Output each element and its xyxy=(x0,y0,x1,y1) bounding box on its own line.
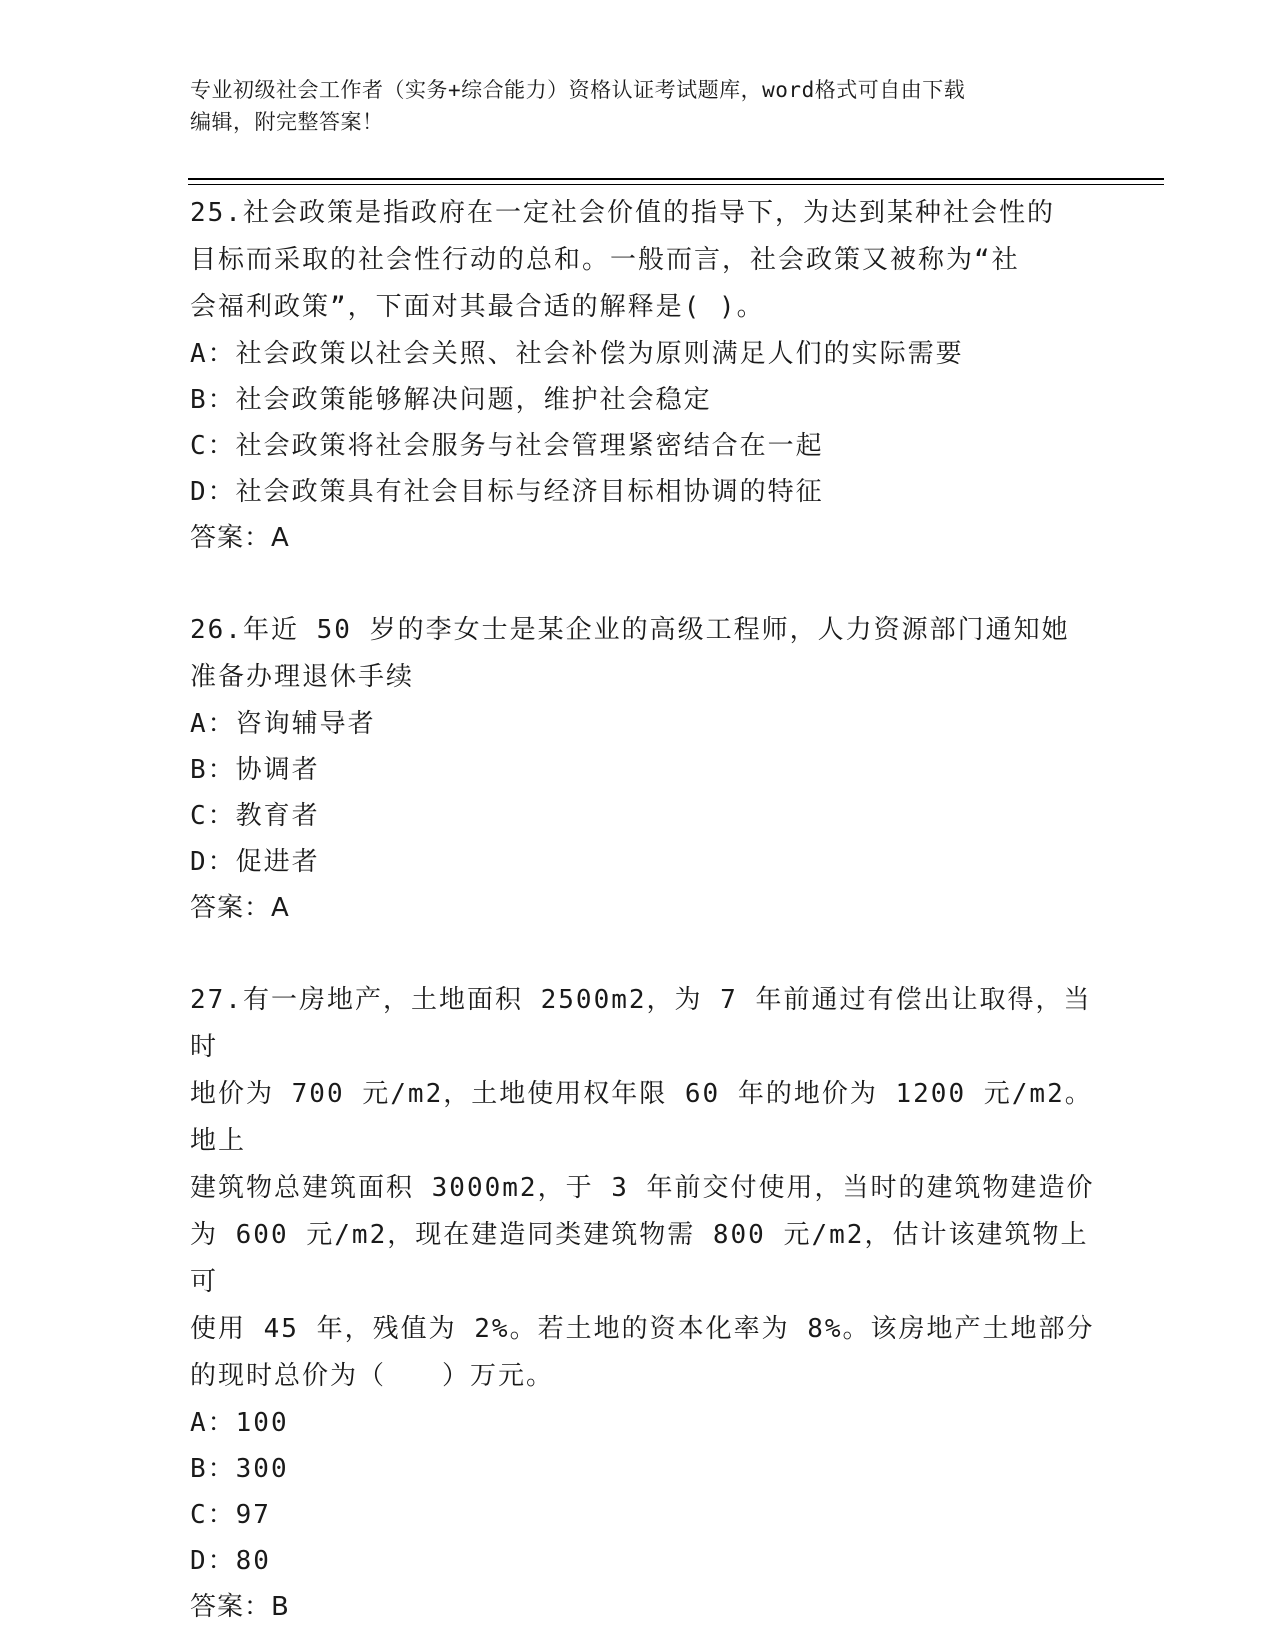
option-a: A：咨询辅导者 xyxy=(190,709,376,739)
question-stem-line: 会福利政策”，下面对其最合适的解释是( )。 xyxy=(190,292,765,322)
option-b: B：300 xyxy=(190,1454,289,1484)
option-d: D：80 xyxy=(190,1546,271,1576)
question-stem-line: 的现时总价为（ ）万元。 xyxy=(190,1361,555,1391)
question-stem-line: 建筑物总建筑面积 3000m2，于 3 年前交付使用，当时的建筑物建造价 xyxy=(190,1173,1095,1203)
question-25 xyxy=(190,190,1110,561)
option-d: D：社会政策具有社会目标与经济目标相协调的特征 xyxy=(190,477,824,507)
option-a: A：100 xyxy=(190,1408,289,1438)
question-26 xyxy=(190,607,1110,931)
option-c: C：社会政策将社会服务与社会管理紧密结合在一起 xyxy=(190,431,824,461)
question-list xyxy=(190,190,1110,1630)
header-line-1: 专业初级社会工作者（实务+综合能力）资格认证考试题库，word格式可自由下载 xyxy=(190,78,966,102)
question-stem-line: 为 600 元/m2，现在建造同类建筑物需 800 元/m2，估计该建筑物上可 xyxy=(190,1220,1089,1297)
question-stem-line: 26.年近 50 岁的李女士是某企业的高级工程师，人力资源部门通知她 xyxy=(190,615,1070,645)
header-divider-thick xyxy=(188,178,1164,180)
option-c: C：教育者 xyxy=(190,801,320,831)
answer-label: 答案：A xyxy=(190,523,290,553)
answer-label: 答案：A xyxy=(190,893,290,923)
question-stem-line: 27.有一房地产，土地面积 2500m2，为 7 年前通过有偿出让取得，当时 xyxy=(190,985,1092,1062)
question-spacer xyxy=(190,931,1110,977)
question-27 xyxy=(190,977,1110,1630)
question-spacer xyxy=(190,561,1110,607)
answer-label: 答案：B xyxy=(190,1592,290,1622)
option-d: D：促进者 xyxy=(190,847,320,877)
option-c: C：97 xyxy=(190,1500,271,1530)
question-stem-line: 准备办理退休手续 xyxy=(190,662,415,692)
document-header xyxy=(190,74,1110,138)
question-stem-line: 25.社会政策是指政府在一定社会价值的指导下，为达到某种社会性的 xyxy=(190,198,1055,228)
header-divider-thin xyxy=(188,184,1164,185)
option-b: B：社会政策能够解决问题，维护社会稳定 xyxy=(190,385,712,415)
question-stem-line: 目标而采取的社会性行动的总和。一般而言，社会政策又被称为“社 xyxy=(190,245,1020,275)
option-a: A：社会政策以社会关照、社会补偿为原则满足人们的实际需要 xyxy=(190,339,964,369)
question-stem-line: 地价为 700 元/m2，土地使用权年限 60 年的地价为 1200 元/m2。地上 xyxy=(190,1079,1093,1156)
option-b: B：协调者 xyxy=(190,755,320,785)
header-line-2: 编辑，附完整答案！ xyxy=(190,110,384,134)
question-stem-line: 使用 45 年，残值为 2%。若土地的资本化率为 8%。该房地产土地部分 xyxy=(190,1314,1095,1344)
